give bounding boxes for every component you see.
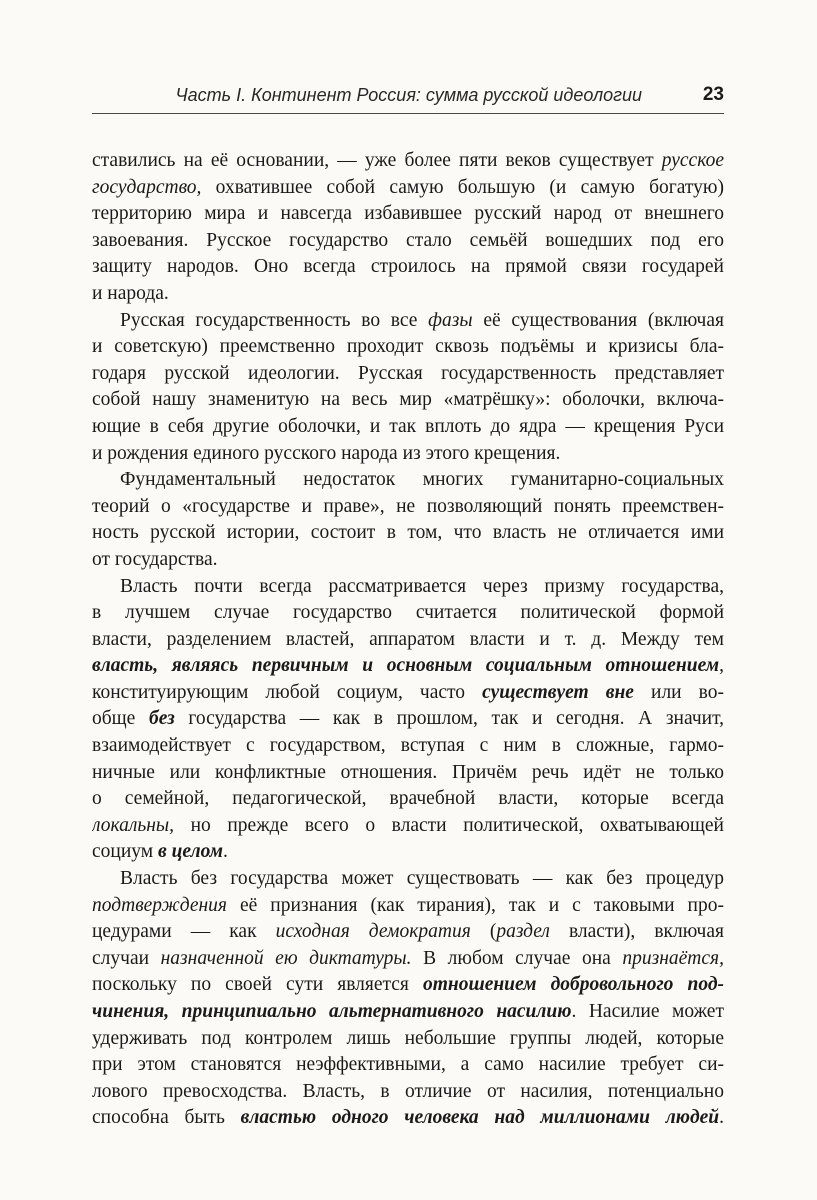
text-line (92, 520, 724, 547)
text-run: и рождения единого русского народа из этого крещения. (92, 442, 561, 464)
text-line (92, 254, 724, 281)
text-run: . Насилие может (571, 1001, 724, 1022)
text-line (92, 999, 724, 1026)
text-run: способна быть (92, 1107, 241, 1129)
text-run: завоевания. Русское государство стало семьёй вошедших под его (92, 229, 724, 251)
text-run: социум (92, 841, 158, 863)
text-run: В любом случае она (411, 947, 623, 969)
text-line (92, 1105, 724, 1132)
bold-italic-text: в целом (157, 841, 223, 863)
text-line (92, 175, 724, 202)
text-line (92, 414, 724, 441)
text-run: лового превосходства. Власть, в отличие от насилия, потенциально (92, 1080, 724, 1102)
page-header (92, 85, 724, 114)
text-run: но прежде всего о власти политической, охватывающей (174, 814, 724, 836)
italic-text: раздел (496, 921, 550, 943)
text-line (92, 1052, 724, 1079)
text-line (92, 1079, 724, 1106)
running-title: Часть I. Континент Россия: сумма русской идеологии (175, 85, 642, 105)
bold-italic-text: существует вне (482, 681, 634, 703)
text-line (92, 547, 724, 574)
text-run: , (719, 655, 724, 677)
text-run: ставились на её основании, — уже более пяти веков существует (92, 150, 662, 171)
text-line (92, 786, 724, 813)
text-run: удерживать под контролем лишь небольшие группы людей, которые (92, 1027, 724, 1049)
text-run: защиту народов. Оно всегда строилось на прямой связи государей (92, 256, 724, 278)
text-line (92, 680, 724, 707)
text-line (92, 706, 724, 733)
text-run: собой нашу знаменитую на весь мир «матрёшку»: оболочки, включа- (92, 389, 724, 411)
text-run: и народа. (92, 282, 169, 304)
text-run: при этом становятся неэффективными, а само насилие требует си- (92, 1054, 724, 1076)
text-run: цедурами — как (92, 921, 276, 943)
italic-text: государство, (92, 176, 202, 198)
text-line (92, 946, 724, 973)
text-line (92, 839, 724, 866)
text-run: конституирующим любой социум, часто (92, 681, 483, 703)
text-line (92, 813, 724, 840)
text-line (92, 441, 724, 468)
text-run: власти), включая (549, 921, 724, 943)
text-line (92, 574, 724, 601)
text-run: ( (470, 921, 497, 943)
bold-italic-text: чинения, принципиально альтернативного насилию (92, 1001, 572, 1022)
text-run: годаря русской идеологии. Русская государственность представляет (92, 362, 724, 384)
bold-italic-text: власть, являясь первичным и основным социальным отношением (92, 655, 720, 677)
bold-italic-text: отношением добровольного под- (422, 974, 724, 996)
text-run: территорию мира и навсегда избавившее русский народ от внешнего (92, 203, 724, 225)
bold-italic-text: властью одного человека над миллионами людей (240, 1107, 720, 1129)
text-run: обще (92, 708, 149, 730)
text-run: Русская государственность во все (120, 309, 429, 331)
text-run: или во- (633, 681, 724, 703)
text-line (92, 281, 724, 308)
text-line (92, 387, 724, 414)
text-line (92, 308, 724, 335)
text-run: в лучшем случае государство считается политической формой (92, 602, 724, 624)
text-line (92, 972, 724, 999)
text-line (92, 733, 724, 760)
text-run: государства — как в прошлом, так и сегодня. А значит, (174, 708, 724, 730)
text-run: ность русской истории, состоит в том, что власть не отличается ими (92, 522, 724, 544)
text-run: ничные или конфликтные отношения. Причём речь идёт не только (92, 761, 724, 783)
text-run: теорий о «государстве и праве», не позволяющий понять преемствен- (92, 495, 724, 517)
text-run: о семейной, педагогической, врачебной власти, которые всегда (92, 788, 724, 810)
italic-text: русское (661, 150, 724, 171)
text-line (92, 361, 724, 388)
text-run: Фундаментальный недостаток многих гуманитарно-социальных (120, 469, 724, 491)
text-run: охватившее собой самую большую (и самую богатую) (201, 176, 724, 198)
text-run: . (222, 841, 228, 863)
bold-italic-text: без (148, 708, 175, 730)
text-run: её признания (как тирания), так и с таковыми про- (226, 894, 724, 916)
text-line (92, 866, 724, 893)
text-run: . (719, 1107, 724, 1129)
text-run: поскольку по своей сути является (92, 974, 423, 996)
text-line (92, 494, 724, 521)
text-line (92, 1026, 724, 1053)
text-line (92, 467, 724, 494)
text-line (92, 228, 724, 255)
text-run: случаи (92, 947, 161, 969)
text-line (92, 893, 724, 920)
text-line (92, 760, 724, 787)
text-line (92, 653, 724, 680)
text-line (92, 334, 724, 361)
text-run: её существования (включая (472, 309, 724, 331)
text-run: ющие в себя другие оболочки, и так вплоть до ядра — крещения Руси (92, 415, 724, 437)
text-line (92, 919, 724, 946)
body-text (92, 148, 724, 1132)
italic-text: подтверждения (92, 894, 227, 916)
text-run: от государства. (92, 548, 218, 570)
text-line (92, 148, 724, 175)
italic-text: исходная демократия (275, 921, 471, 943)
text-line (92, 600, 724, 627)
text-run: и советскую) преемственно проходит сквозь подъёмы и кризисы бла- (92, 336, 724, 358)
text-run: Власть почти всегда рассматривается через призму государства, (120, 575, 724, 597)
text-run: власти, разделением властей, аппаратом власти и т. д. Между тем (92, 628, 724, 650)
italic-text: назначенной ею диктатуры. (160, 947, 412, 969)
text-line (92, 201, 724, 228)
italic-text: фазы (428, 309, 473, 331)
italic-text: признаётся, (622, 947, 724, 969)
text-line (92, 627, 724, 654)
text-run: взаимодействует с государством, вступая с ним в сложные, гармо- (92, 735, 724, 757)
text-run: Власть без государства может существовать — как без процедур (120, 868, 724, 890)
page-number: 23 (702, 84, 724, 105)
italic-text: локальны, (92, 814, 175, 836)
